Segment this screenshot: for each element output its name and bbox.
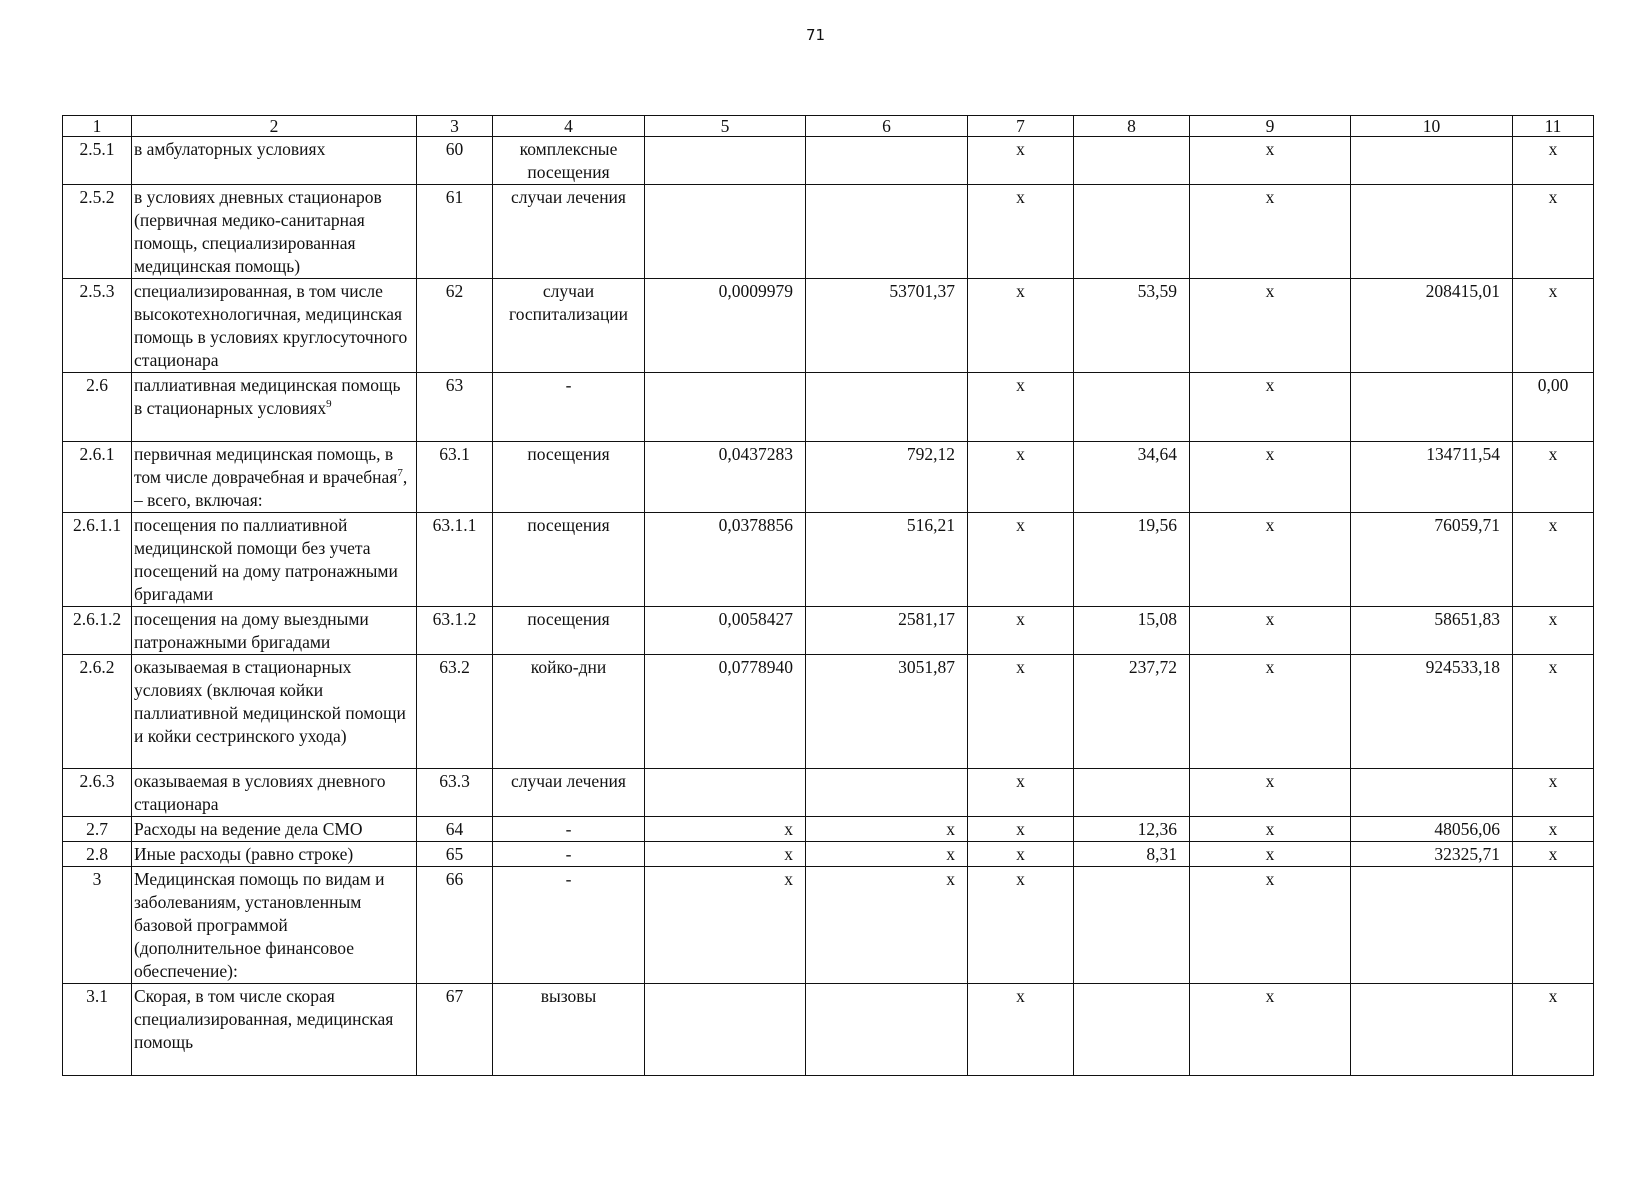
table-cell-col5 xyxy=(645,373,806,442)
table-cell-col9: х xyxy=(1190,373,1351,442)
table-cell-col11: х xyxy=(1513,842,1594,867)
table-cell-col6: 516,21 xyxy=(806,513,968,607)
table-cell-col7: х xyxy=(968,607,1074,655)
table-cell-col7: х xyxy=(968,769,1074,817)
table-cell-col3: 60 xyxy=(417,137,493,185)
table-cell-col6: 2581,17 xyxy=(806,607,968,655)
table-cell-col2 xyxy=(132,373,417,442)
table-cell-col1: 2.6 xyxy=(63,373,132,442)
table-cell-col7: х xyxy=(968,655,1074,769)
header-cell-3: 3 xyxy=(417,116,493,137)
table-cell-col6 xyxy=(806,373,968,442)
table-cell-col4: - xyxy=(493,867,645,984)
table-cell-col8: 237,72 xyxy=(1074,655,1190,769)
row-name-text: оказываемая в условиях дневного стационара xyxy=(134,771,386,814)
table-cell-col7: х xyxy=(968,185,1074,279)
table-row xyxy=(63,513,1594,607)
table-cell-col9: х xyxy=(1190,185,1351,279)
table-cell-col7: х xyxy=(968,279,1074,373)
table-cell-col10: 58651,83 xyxy=(1351,607,1513,655)
table-cell-col11: х xyxy=(1513,137,1594,185)
row-name-text: посещения по паллиативной медицинской помощи без учета посещений на дому патронажными бригадами xyxy=(134,515,398,604)
table-cell-col3: 63 xyxy=(417,373,493,442)
table-cell-col11: 0,00 xyxy=(1513,373,1594,442)
table-cell-col2 xyxy=(132,442,417,513)
table-cell-col1: 2.6.1.1 xyxy=(63,513,132,607)
header-cell-2: 2 xyxy=(132,116,417,137)
financing-table xyxy=(62,115,1594,1076)
table-cell-col2 xyxy=(132,817,417,842)
table-cell-col8 xyxy=(1074,867,1190,984)
table-cell-col6: 792,12 xyxy=(806,442,968,513)
table-cell-col8: 15,08 xyxy=(1074,607,1190,655)
table-cell-col5: 0,0778940 xyxy=(645,655,806,769)
table-cell-col7: х xyxy=(968,373,1074,442)
table-cell-col5 xyxy=(645,984,806,1076)
table-cell-col11: х xyxy=(1513,185,1594,279)
table-cell-col8 xyxy=(1074,373,1190,442)
table-cell-col11: х xyxy=(1513,279,1594,373)
row-name-text: в амбулаторных условиях xyxy=(134,139,326,159)
table-cell-col4: посещения xyxy=(493,607,645,655)
table-cell-col3: 63.1 xyxy=(417,442,493,513)
table-cell-col10: 924533,18 xyxy=(1351,655,1513,769)
table-cell-col7: х xyxy=(968,984,1074,1076)
table-cell-col4: - xyxy=(493,842,645,867)
table-cell-col8: 8,31 xyxy=(1074,842,1190,867)
table-cell-col8 xyxy=(1074,137,1190,185)
table-cell-col2 xyxy=(132,607,417,655)
header-cell-4: 4 xyxy=(493,116,645,137)
table-cell-col10: 208415,01 xyxy=(1351,279,1513,373)
table-cell-col8 xyxy=(1074,185,1190,279)
table-cell-col9: х xyxy=(1190,769,1351,817)
table-cell-col8: 19,56 xyxy=(1074,513,1190,607)
table-header-row xyxy=(63,116,1594,137)
table-cell-col9: х xyxy=(1190,513,1351,607)
table-cell-col5: 0,0009979 xyxy=(645,279,806,373)
header-cell-7: 7 xyxy=(968,116,1074,137)
table-cell-col1: 2.5.3 xyxy=(63,279,132,373)
header-cell-10: 10 xyxy=(1351,116,1513,137)
table-cell-col11: х xyxy=(1513,984,1594,1076)
table-cell-col2 xyxy=(132,769,417,817)
table-row xyxy=(63,185,1594,279)
table-cell-col5 xyxy=(645,769,806,817)
table-cell-col10 xyxy=(1351,373,1513,442)
row-name-text: оказываемая в стационарных условиях (включая койки паллиативной медицинской помощи и койки сестринского ухода) xyxy=(134,657,406,746)
table-cell-col2 xyxy=(132,137,417,185)
table-cell-col11 xyxy=(1513,867,1594,984)
table-cell-col1: 2.7 xyxy=(63,817,132,842)
table-cell-col7: х xyxy=(968,867,1074,984)
table-cell-col2 xyxy=(132,655,417,769)
header-cell-5: 5 xyxy=(645,116,806,137)
table-cell-col4: посещения xyxy=(493,442,645,513)
table-row xyxy=(63,842,1594,867)
table-cell-col2 xyxy=(132,842,417,867)
table-cell-col10 xyxy=(1351,137,1513,185)
table-cell-col1: 2.6.2 xyxy=(63,655,132,769)
table-cell-col5: 0,0437283 xyxy=(645,442,806,513)
table-cell-col11: х xyxy=(1513,769,1594,817)
table-cell-col8: 12,36 xyxy=(1074,817,1190,842)
table-cell-col2 xyxy=(132,513,417,607)
table-cell-col7: х xyxy=(968,513,1074,607)
table-cell-col6: х xyxy=(806,867,968,984)
row-name-text: посещения на дому выездными патронажными бригадами xyxy=(134,609,369,652)
table-cell-col9: х xyxy=(1190,655,1351,769)
table-cell-col8: 53,59 xyxy=(1074,279,1190,373)
table-cell-col4: койко-дни xyxy=(493,655,645,769)
row-name-text: первичная медицинская помощь, в том числе доврачебная и врачебная xyxy=(134,444,398,487)
table-row xyxy=(63,442,1594,513)
table-cell-col10: 48056,06 xyxy=(1351,817,1513,842)
table-cell-col11: х xyxy=(1513,817,1594,842)
table-cell-col5 xyxy=(645,185,806,279)
table-cell-col11: х xyxy=(1513,655,1594,769)
table-cell-col4: посещения xyxy=(493,513,645,607)
table-cell-col8: 34,64 xyxy=(1074,442,1190,513)
table-row xyxy=(63,137,1594,185)
table-cell-col10 xyxy=(1351,769,1513,817)
table-row xyxy=(63,984,1594,1076)
table-cell-col6: х xyxy=(806,842,968,867)
table-cell-col6 xyxy=(806,137,968,185)
table-cell-col1: 2.6.3 xyxy=(63,769,132,817)
table-cell-col8 xyxy=(1074,984,1190,1076)
row-name-tail: , – всего, включая: xyxy=(134,467,408,510)
table-cell-col10 xyxy=(1351,984,1513,1076)
table-cell-col10: 32325,71 xyxy=(1351,842,1513,867)
table-cell-col3: 63.3 xyxy=(417,769,493,817)
table-cell-col10 xyxy=(1351,185,1513,279)
footnote-ref: 7 xyxy=(397,467,403,480)
table-cell-col11: х xyxy=(1513,513,1594,607)
table-cell-col1: 3 xyxy=(63,867,132,984)
table-cell-col9: х xyxy=(1190,817,1351,842)
table-cell-col3: 67 xyxy=(417,984,493,1076)
table-cell-col7: х xyxy=(968,817,1074,842)
table-cell-col2 xyxy=(132,185,417,279)
table-cell-col5: х xyxy=(645,842,806,867)
row-name-text: в условиях дневных стационаров (первичная медико-санитарная помощь, специализированная медицинская помощь) xyxy=(134,187,382,276)
row-name-text: специализированная, в том числе высокотехнологичная, медицинская помощь в условиях круглосуточного стационара xyxy=(134,281,408,370)
row-name-text: Расходы на ведение дела СМО xyxy=(134,819,363,839)
table-cell-col6 xyxy=(806,984,968,1076)
table-cell-col6 xyxy=(806,769,968,817)
footnote-ref: 9 xyxy=(326,398,332,411)
table-cell-col4: случаи лечения xyxy=(493,185,645,279)
table-cell-col9: х xyxy=(1190,442,1351,513)
table-cell-col11: х xyxy=(1513,442,1594,513)
table-cell-col2 xyxy=(132,279,417,373)
table-cell-col3: 64 xyxy=(417,817,493,842)
table-cell-col1: 2.6.1 xyxy=(63,442,132,513)
table-cell-col4: комплексные посещения xyxy=(493,137,645,185)
table-cell-col1: 2.5.1 xyxy=(63,137,132,185)
row-name-text: Скорая, в том числе скорая специализированная, медицинская помощь xyxy=(134,986,394,1052)
table-cell-col4: - xyxy=(493,817,645,842)
header-cell-9: 9 xyxy=(1190,116,1351,137)
table-cell-col6 xyxy=(806,185,968,279)
table-cell-col9: х xyxy=(1190,279,1351,373)
header-cell-11: 11 xyxy=(1513,116,1594,137)
table-cell-col1: 2.5.2 xyxy=(63,185,132,279)
table-cell-col4: случаи госпитализации xyxy=(493,279,645,373)
table-body xyxy=(63,116,1594,1076)
table-cell-col7: х xyxy=(968,442,1074,513)
table-cell-col5: х xyxy=(645,817,806,842)
table-cell-col2 xyxy=(132,984,417,1076)
table-cell-col5: х xyxy=(645,867,806,984)
table-cell-col3: 63.1.1 xyxy=(417,513,493,607)
table-cell-col3: 61 xyxy=(417,185,493,279)
table-cell-col3: 63.2 xyxy=(417,655,493,769)
page-number: 71 xyxy=(805,26,826,44)
table-cell-col8 xyxy=(1074,769,1190,817)
table-row xyxy=(63,373,1594,442)
table-row xyxy=(63,769,1594,817)
header-cell-1: 1 xyxy=(63,116,132,137)
table-cell-col5: 0,0058427 xyxy=(645,607,806,655)
row-name-text: Медицинская помощь по видам и заболеваниям, установленным базовой программой (дополнительное финансовое обеспечение): xyxy=(134,869,385,981)
table-cell-col9: х xyxy=(1190,867,1351,984)
table-cell-col6: 53701,37 xyxy=(806,279,968,373)
table-cell-col3: 63.1.2 xyxy=(417,607,493,655)
table-cell-col9: х xyxy=(1190,842,1351,867)
table-cell-col9: х xyxy=(1190,137,1351,185)
table-cell-col3: 62 xyxy=(417,279,493,373)
table-cell-col6: 3051,87 xyxy=(806,655,968,769)
table-cell-col2 xyxy=(132,867,417,984)
table-cell-col1: 2.8 xyxy=(63,842,132,867)
table-cell-col3: 66 xyxy=(417,867,493,984)
table-cell-col4: вызовы xyxy=(493,984,645,1076)
table-cell-col7: х xyxy=(968,842,1074,867)
row-name-text: паллиативная медицинская помощь в стационарных условиях xyxy=(134,375,401,418)
table-cell-col10: 76059,71 xyxy=(1351,513,1513,607)
table-cell-col5: 0,0378856 xyxy=(645,513,806,607)
table-cell-col4: - xyxy=(493,373,645,442)
table-row xyxy=(63,607,1594,655)
table-row xyxy=(63,655,1594,769)
row-name-text: Иные расходы (равно строке) xyxy=(134,844,354,864)
table-cell-col10: 134711,54 xyxy=(1351,442,1513,513)
table-cell-col3: 65 xyxy=(417,842,493,867)
table-cell-col7: х xyxy=(968,137,1074,185)
table-cell-col1: 3.1 xyxy=(63,984,132,1076)
header-cell-8: 8 xyxy=(1074,116,1190,137)
table-cell-col11: х xyxy=(1513,607,1594,655)
table-cell-col1: 2.6.1.2 xyxy=(63,607,132,655)
table-cell-col5 xyxy=(645,137,806,185)
table-cell-col9: х xyxy=(1190,607,1351,655)
table-cell-col4: случаи лечения xyxy=(493,769,645,817)
table-cell-col9: х xyxy=(1190,984,1351,1076)
table-cell-col10 xyxy=(1351,867,1513,984)
header-cell-6: 6 xyxy=(806,116,968,137)
table-row xyxy=(63,867,1594,984)
table-cell-col6: х xyxy=(806,817,968,842)
table-row xyxy=(63,817,1594,842)
table-row xyxy=(63,279,1594,373)
